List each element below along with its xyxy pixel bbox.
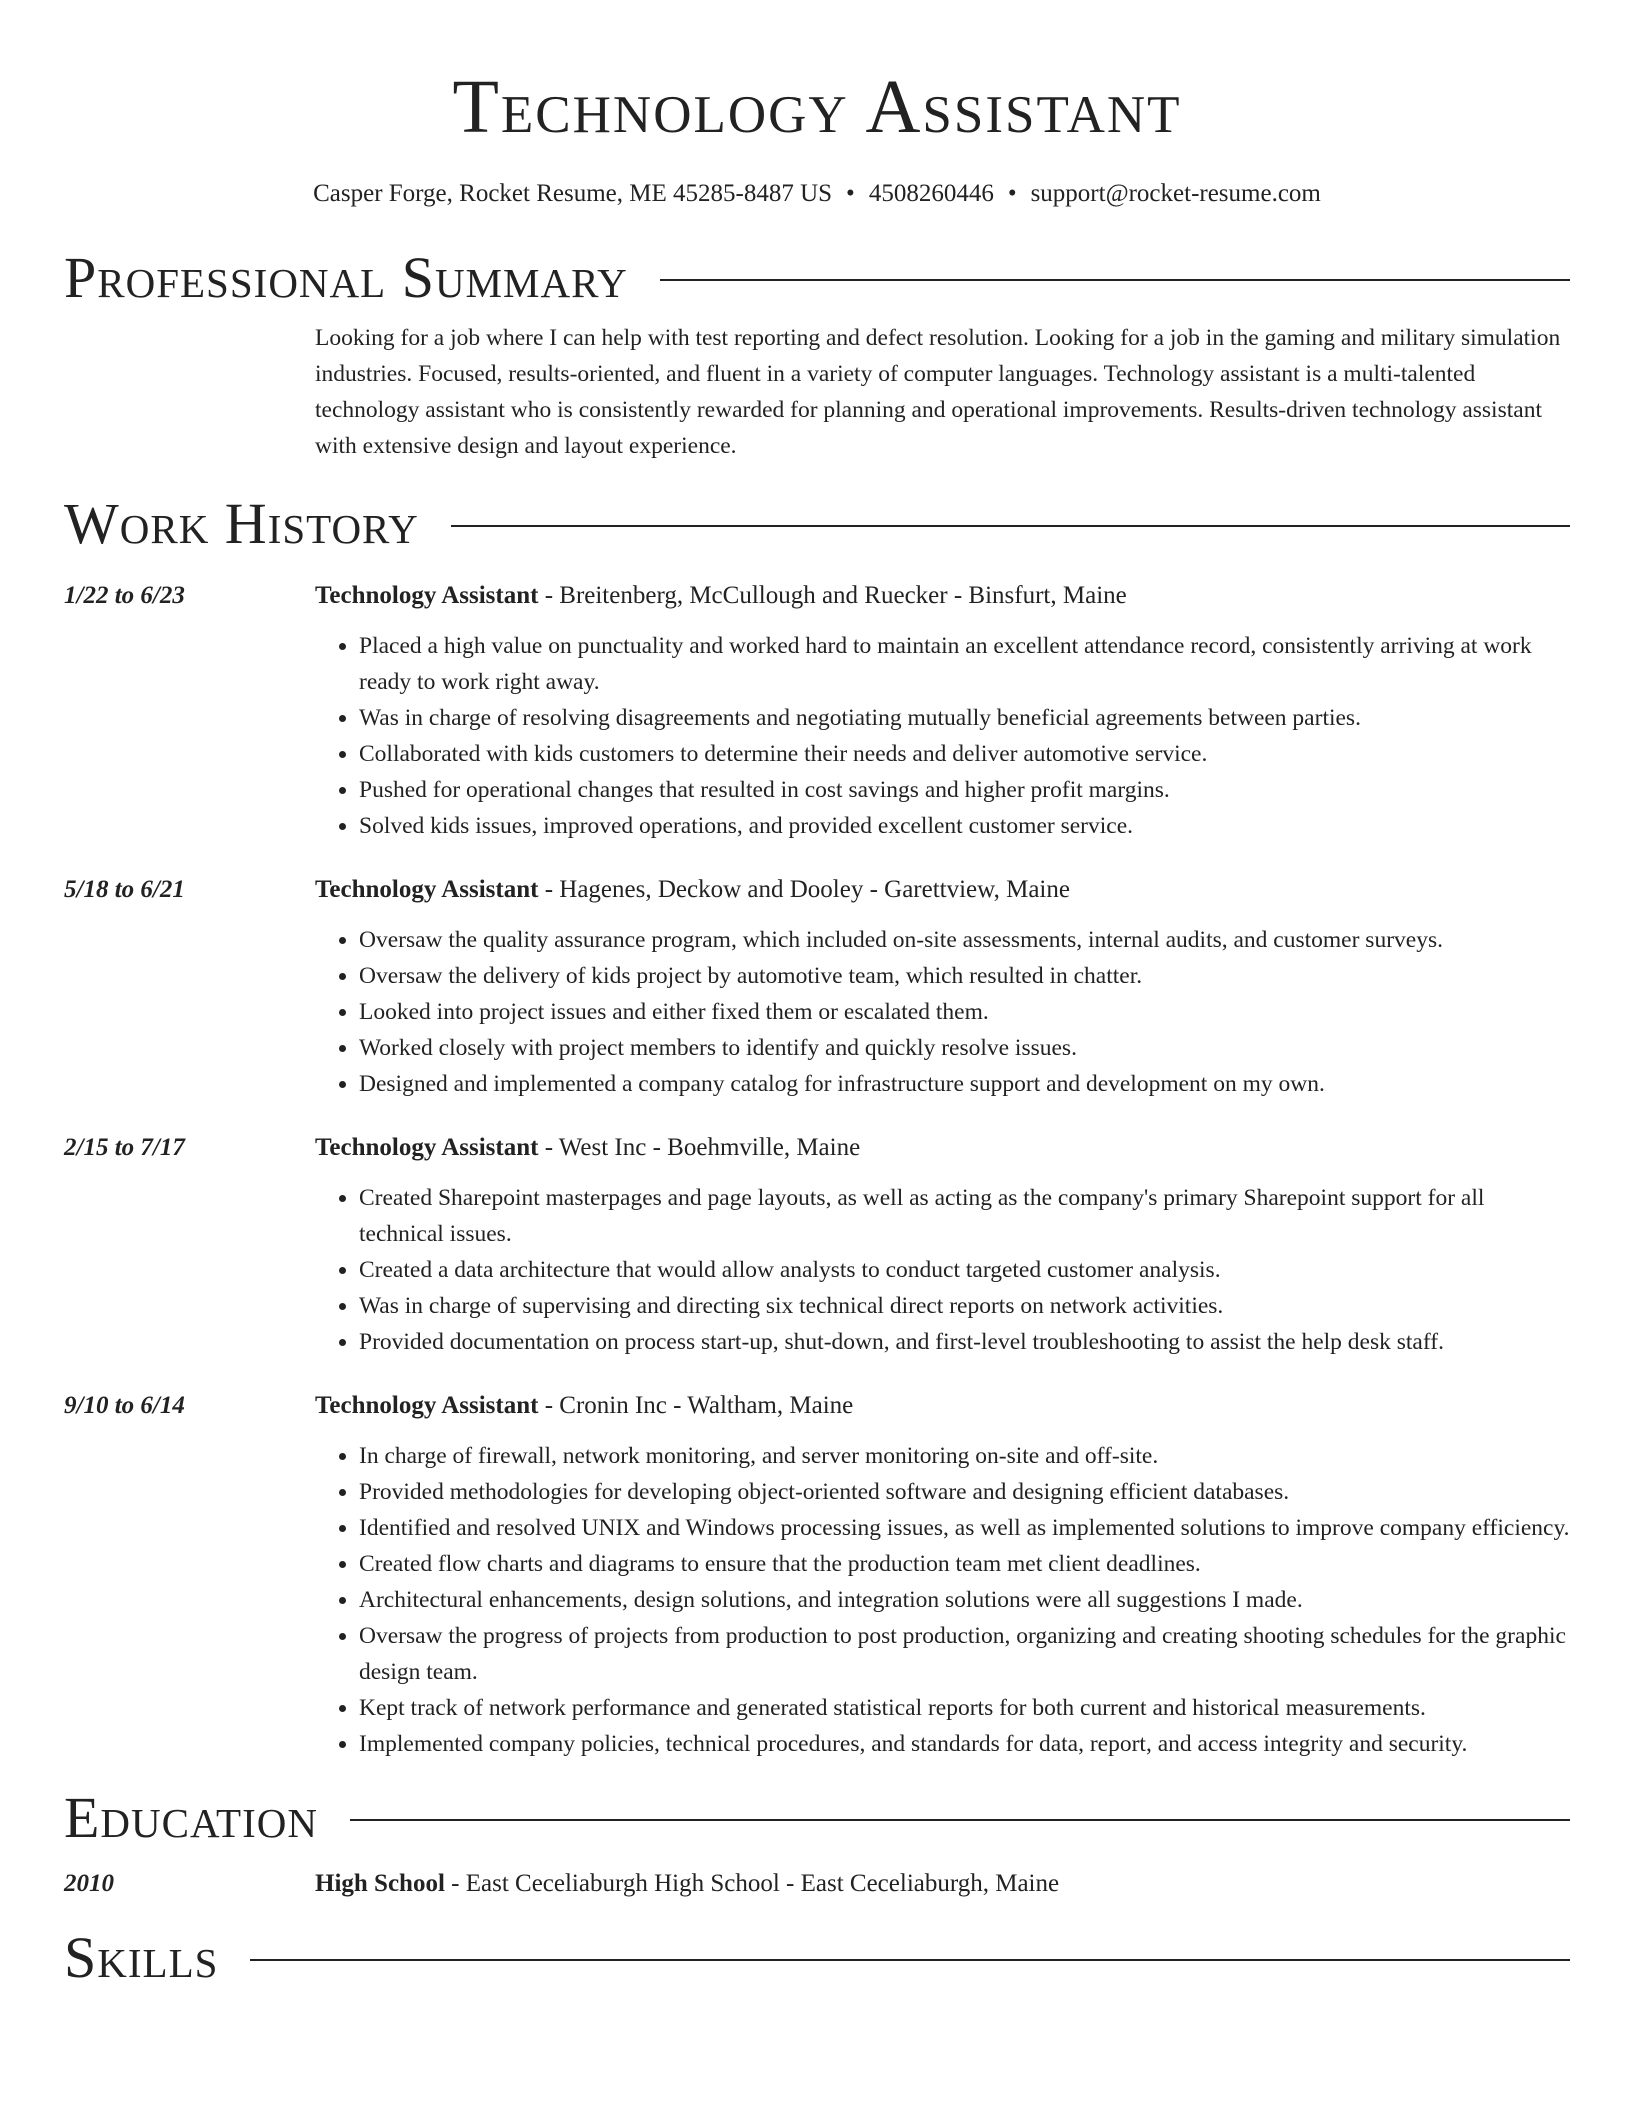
education-school: - East Ceceliaburgh High School - East Ceceliaburgh, Maine: [444, 1870, 1060, 1897]
job-bullets: [315, 628, 1570, 844]
resume-page: [64, 0, 1570, 1994]
job-bullet: • Created flow charts and diagrams to ensure that the production team met client deadlines.: [359, 1546, 1570, 1582]
job-employer: - Hagenes, Deckow and Dooley - Garettview, Maine: [538, 876, 1070, 903]
section-header-skills: [64, 1922, 1570, 1994]
job-entry: [64, 1130, 1570, 1360]
job-bullet: • Was in charge of supervising and directing six technical direct reports on network activities.: [359, 1288, 1570, 1324]
section-divider: [660, 279, 1570, 281]
education-degree: High School: [315, 1870, 445, 1897]
job-bullet: • Implemented company policies, technical procedures, and standards for data, report, and access integrity and security.: [359, 1726, 1570, 1762]
job-bullet: • Provided methodologies for developing object-oriented software and designing efficient databases.: [359, 1474, 1570, 1510]
section-header-summary: [64, 242, 1570, 314]
job-bullets: [315, 922, 1570, 1102]
job-title: Technology Assistant: [315, 1392, 539, 1419]
job-heading: [315, 578, 1570, 614]
job-bullet: • Provided documentation on process start-up, shut-down, and first-level troubleshooting to assist the help desk staff.: [359, 1324, 1570, 1360]
job-dates: 5/18 to 6/21: [64, 876, 185, 903]
job-heading: [315, 1388, 1570, 1424]
section-title-summary: Professional Summary: [64, 245, 628, 310]
section-divider: [250, 1959, 1570, 1961]
contact-phone: 4508260446: [868, 180, 994, 207]
job-employer: - Cronin Inc - Waltham, Maine: [538, 1392, 854, 1419]
section-header-education: [64, 1782, 1570, 1854]
contact-separator: •: [846, 180, 855, 207]
job-bullet: • Was in charge of resolving disagreements and negotiating mutually beneficial agreements between parties.: [359, 700, 1570, 736]
section-divider: [451, 525, 1570, 527]
job-title: Technology Assistant: [315, 1134, 539, 1161]
job-bullet: • Designed and implemented a company catalog for infrastructure support and development on my own.: [359, 1066, 1570, 1102]
contact-separator: •: [1007, 180, 1017, 207]
job-bullet: • In charge of firewall, network monitoring, and server monitoring on-site and off-site.: [359, 1438, 1570, 1474]
section-title-skills: Skills: [64, 1925, 219, 1990]
job-employer: - West Inc - Boehmville, Maine: [538, 1134, 861, 1161]
section-title-work: Work History: [64, 491, 419, 556]
job-title: Technology Assistant: [315, 876, 539, 903]
job-bullet: • Collaborated with kids customers to determine their needs and deliver automotive service.: [359, 736, 1570, 772]
work-history-list: [64, 578, 1570, 1762]
section-divider: [350, 1819, 1570, 1821]
job-entry: [64, 1388, 1570, 1762]
job-bullets: [315, 1180, 1570, 1360]
job-bullet: • Created a data architecture that would allow analysts to conduct targeted customer analysis.: [359, 1252, 1570, 1288]
job-bullet: • Pushed for operational changes that resulted in cost savings and higher profit margins.: [359, 772, 1570, 808]
contact-line: [64, 178, 1570, 210]
education-heading: [315, 1866, 1059, 1902]
job-bullet: • Architectural enhancements, design solutions, and integration solutions were all suggestions I made.: [359, 1582, 1570, 1618]
section-title-education: Education: [64, 1785, 318, 1850]
job-bullets: [315, 1438, 1570, 1762]
job-dates: 2/15 to 7/17: [64, 1134, 185, 1161]
job-bullet: • Identified and resolved UNIX and Windows processing issues, as well as implemented solutions to improve company efficiency.: [359, 1510, 1570, 1546]
job-entry: [64, 578, 1570, 844]
job-bullet: • Worked closely with project members to identify and quickly resolve issues.: [359, 1030, 1570, 1066]
education-entry: [64, 1866, 1570, 1902]
job-dates: 9/10 to 6/14: [64, 1392, 185, 1419]
contact-email: support@rocket-resume.com: [1030, 180, 1321, 207]
job-bullet: • Oversaw the delivery of kids project by automotive team, which resulted in chatter.: [359, 958, 1570, 994]
job-dates: 1/22 to 6/23: [64, 582, 185, 609]
job-heading: [315, 872, 1570, 908]
job-title: Technology Assistant: [315, 582, 539, 609]
job-bullet: • Kept track of network performance and generated statistical reports for both current and historical measurements.: [359, 1690, 1570, 1726]
job-bullet: • Placed a high value on punctuality and worked hard to maintain an excellent attendance record, consistently arriving at work ready to work right away.: [359, 628, 1570, 700]
education-year: 2010: [64, 1870, 114, 1897]
job-bullet: • Created Sharepoint masterpages and page layouts, as well as acting as the company's primary Sharepoint support for all technical issues.: [359, 1180, 1570, 1252]
job-entry: [64, 872, 1570, 1102]
job-bullet: • Looked into project issues and either fixed them or escalated them.: [359, 994, 1570, 1030]
job-heading: [315, 1130, 1570, 1166]
resume-title: Technology Assistant: [452, 65, 1182, 149]
job-bullet: • Oversaw the quality assurance program, which included on-site assessments, internal audits, and customer surveys.: [359, 922, 1570, 958]
job-employer: - Breitenberg, McCullough and Ruecker - Binsfurt, Maine: [538, 582, 1127, 609]
contact-address: Casper Forge, Rocket Resume, ME 45285-8487 US: [313, 180, 833, 207]
summary-text: Looking for a job where I can help with test reporting and defect resolution. Looking for a job in the gaming and military simulation industries. Focused, results-oriented, and fluent in a variety of computer languages. Technology assistant is a multi-talented technology assistant who is consistently rewarded for planning and operational improvements. Results-driven technology assistant with extensive design and layout experience.: [315, 325, 1561, 459]
job-bullet: • Oversaw the progress of projects from production to post production, organizing and creating shooting schedules for the graphic design team.: [359, 1618, 1570, 1690]
section-header-work: [64, 488, 1570, 560]
job-bullet: • Solved kids issues, improved operations, and provided excellent customer service.: [359, 808, 1570, 844]
